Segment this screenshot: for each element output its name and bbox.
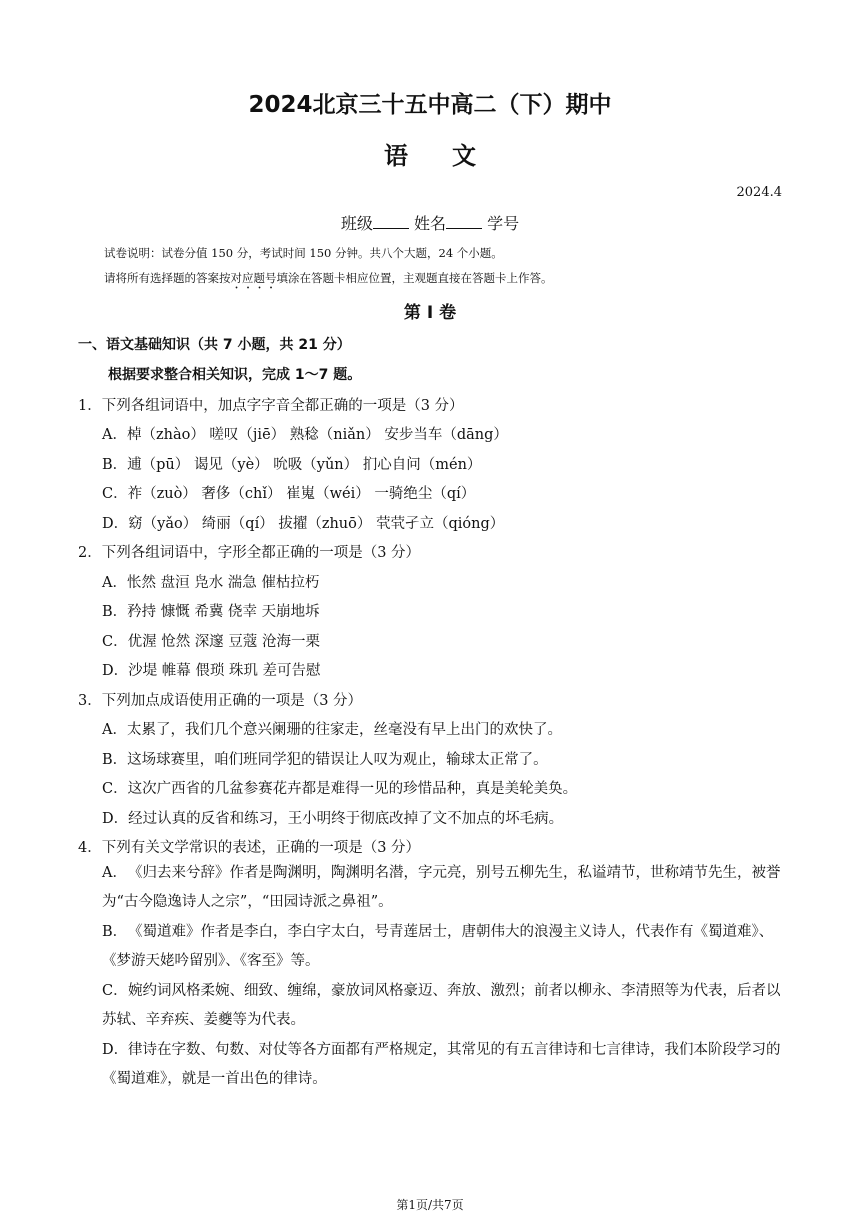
q2-option-b: B．矜持 慷慨 希冀 侥幸 天崩地坼 [102,604,320,620]
q2-option-c: C．优渥 怆然 深邃 豆蔻 沧海一栗 [102,634,321,650]
q1-option-d: D．窈（yǎo） 绮丽（qí） 拔擢（zhuō） 茕茕孑立（qióng） [102,516,505,532]
name-label: 姓名 [413,214,446,233]
q4-option-d-text: 律诗在字数、句数、对仗等各方面都有严格规定，其常见的有五言律诗和七言律诗，我们本阶段学习的《蜀道难》，就是一首出色的律诗。 [102,1042,781,1087]
subject-title: 语文 [384,142,520,170]
id-label: 学号 [487,214,520,233]
note2-part-c: 填涂在答题卡相应位置，主观题直接在答题卡上作答。 [276,271,553,285]
q2-option-d: D．沙堤 帷幕 偎琐 珠玑 差可告慰 [102,663,321,679]
exam-date: 2024.4 [736,185,782,200]
volume-heading: 第 I 卷 [403,303,457,323]
q3-option-a: A．太累了，我们几个意兴阑珊的往家走，丝毫没有早上出门的欢快了。 [102,722,562,738]
q4-stem: 4．下列有关文学常识的表述，正确的一项是（3 分） [78,840,421,856]
exam-note-1: 试卷说明：试卷分值 150 分，考试时间 150 分钟。共八个大题，24 个小题。 [104,246,503,260]
q4-option-a-letter: A． [102,865,127,881]
q1-stem: 1．下列各组词语中，加点字字音全都正确的一项是（3 分） [78,398,464,414]
class-blank [373,214,409,229]
q4-option-a-text: 《归去来兮辞》作者是陶渊明，陶渊明名潜，字元亮，别号五柳先生，私谥靖节，世称靖节先生，被誉为“古今隐逸诗人之宗”，“田园诗派之鼻祖”。 [102,865,781,910]
class-label: 班级 [340,214,373,233]
q4-option-d-letter: D． [102,1042,129,1058]
section-1-heading: 一、语文基础知识（共 7 小题，共 21 分） [78,337,351,353]
exam-note-2 [104,270,553,292]
q4-option-a [102,859,792,917]
note2-emphasis: 对应题号 [230,271,277,285]
q4-option-c [102,977,792,1035]
q2-option-a: A．怅然 盘洹 凫水 湍急 催枯拉朽 [102,575,320,591]
q4-option-b-letter: B． [102,924,128,940]
student-info-line [0,211,860,234]
q4-option-c-letter: C． [102,983,128,999]
q1-option-b: B．逋（pū） 谒见（yè） 吮吸（yǔn） 扪心自问（mén） [102,457,482,473]
q4-option-b [102,918,792,976]
name-blank [446,214,482,229]
section-1-instruction: 根据要求整合相关知识，完成 1～7 题。 [108,367,362,383]
note2-part-a: 请将所有选择题的答案按 [104,271,231,285]
q3-option-b: B．这场球赛里，咱们班同学犯的错误让人叹为观止，输球太正常了。 [102,752,548,768]
q1-option-a: A．棹（zhào） 嗟叹（jiē） 熟稔（niǎn） 安步当车（dāng） [102,427,508,443]
q1-option-c: C．祚（zuò） 奢侈（chǐ） 崔嵬（wéi） 一骑绝尘（qí） [102,486,476,502]
exam-title: 2024北京三十五中高二（下）期中 [248,92,612,118]
q4-option-b-text: 《蜀道难》作者是李白，李白字太白，号青莲居士，唐朝伟大的浪漫主义诗人，代表作有《蜀道难》、《梦游天姥吟留别》、《客至》等。 [102,924,774,969]
page-footer: 第1页/共7页 [396,1198,464,1212]
q3-stem: 3．下列加点成语使用正确的一项是（3 分） [78,693,363,709]
q2-stem: 2．下列各组词语中，字形全都正确的一项是（3 分） [78,545,421,561]
q3-option-d: D．经过认真的反省和练习，王小明终于彻底改掉了文不加点的坏毛病。 [102,811,564,827]
q3-option-c: C．这次广西省的几盆参赛花卉都是难得一见的珍惜品种，真是美轮美奂。 [102,781,578,797]
q4-option-d [102,1036,792,1094]
q4-option-c-text: 婉约词风格柔婉、细致、缠绵，豪放词风格豪迈、奔放、激烈；前者以柳永、李清照等为代表，后者以苏轼、辛弃疾、姜夔等为代表。 [102,983,781,1028]
